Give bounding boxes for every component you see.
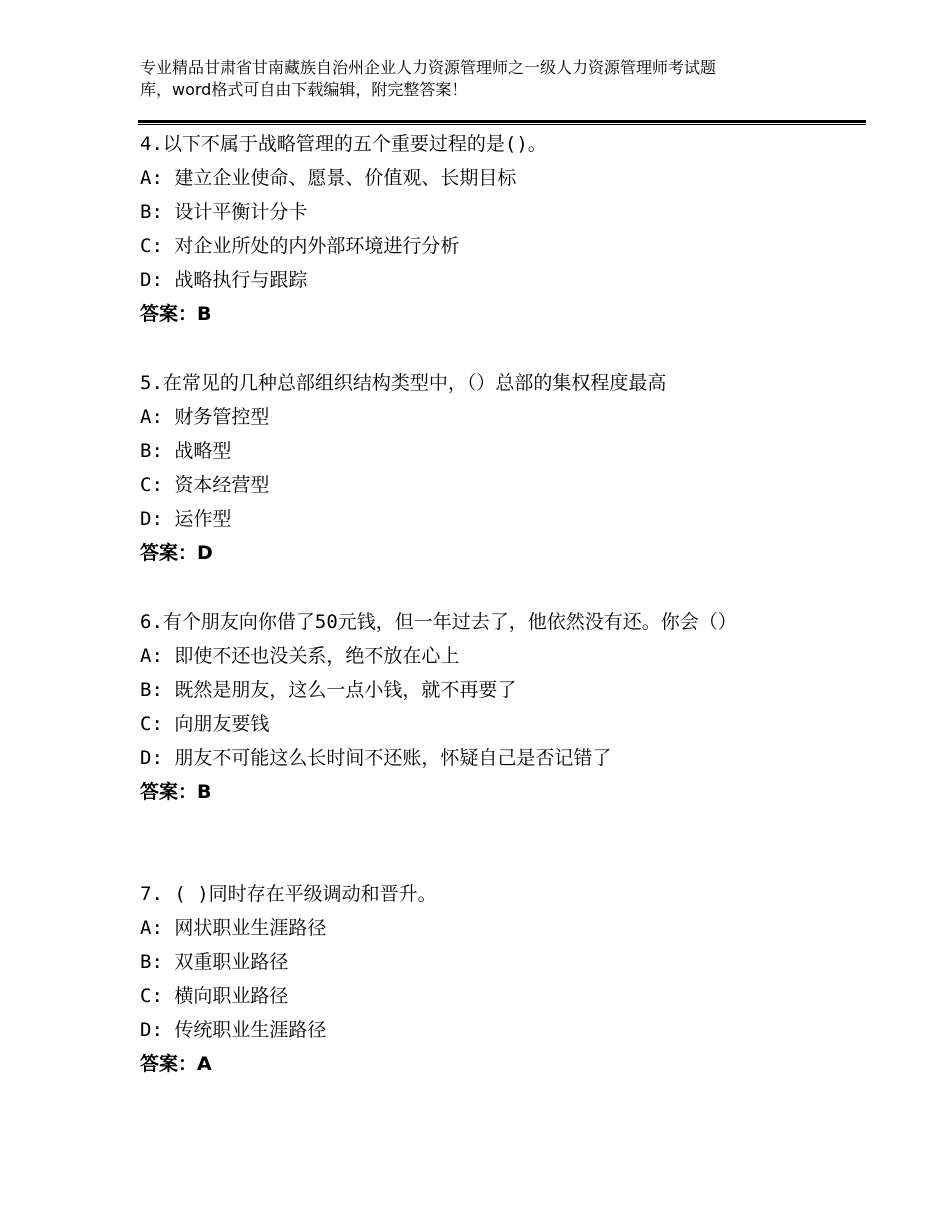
question-stem: 6.有个朋友向你借了50元钱，但一年过去了，他依然没有还。你会（） [140, 611, 737, 633]
option-c: C: 资本经营型 [140, 474, 270, 496]
question-stem: 4.以下不属于战略管理的五个重要过程的是()。 [140, 133, 547, 155]
option-a: A: 即使不还也没关系，绝不放在心上 [140, 645, 460, 667]
option-d: D: 传统职业生涯路径 [140, 1019, 327, 1041]
header-divider [138, 120, 866, 125]
option-b: B: 既然是朋友，这么一点小钱，就不再要了 [140, 679, 517, 701]
option-d: D: 战略执行与跟踪 [140, 269, 308, 291]
answer-label: 答案：B [140, 303, 212, 325]
option-c: C: 对企业所处的内外部环境进行分析 [140, 235, 460, 257]
question-5 [140, 366, 840, 570]
question-stem: 7. ( )同时存在平级调动和晋升。 [140, 883, 437, 905]
page-header [140, 57, 840, 101]
option-a: A: 网状职业生涯路径 [140, 917, 327, 939]
option-d: D: 运作型 [140, 508, 232, 530]
question-6 [140, 605, 840, 809]
question-4 [140, 127, 840, 331]
option-c: C: 向朋友要钱 [140, 713, 270, 735]
option-d: D: 朋友不可能这么长时间不还账，怀疑自己是否记错了 [140, 747, 612, 769]
question-stem: 5.在常见的几种总部组织结构类型中，（）总部的集权程度最高 [140, 372, 667, 394]
option-b: B: 设计平衡计分卡 [140, 201, 308, 223]
answer-label: 答案：A [140, 1053, 212, 1075]
header-line-2: 库，word格式可自由下载编辑，附完整答案！ [140, 80, 468, 99]
answer-label: 答案：B [140, 781, 212, 803]
option-c: C: 横向职业路径 [140, 985, 289, 1007]
header-line-1: 专业精品甘肃省甘南藏族自治州企业人力资源管理师之一级人力资源管理师考试题 [140, 58, 717, 77]
option-a: A: 财务管控型 [140, 406, 270, 428]
option-a: A: 建立企业使命、愿景、价值观、长期目标 [140, 167, 517, 189]
question-7 [140, 877, 840, 1081]
option-b: B: 双重职业路径 [140, 951, 289, 973]
option-b: B: 战略型 [140, 440, 232, 462]
answer-label: 答案：D [140, 542, 213, 564]
